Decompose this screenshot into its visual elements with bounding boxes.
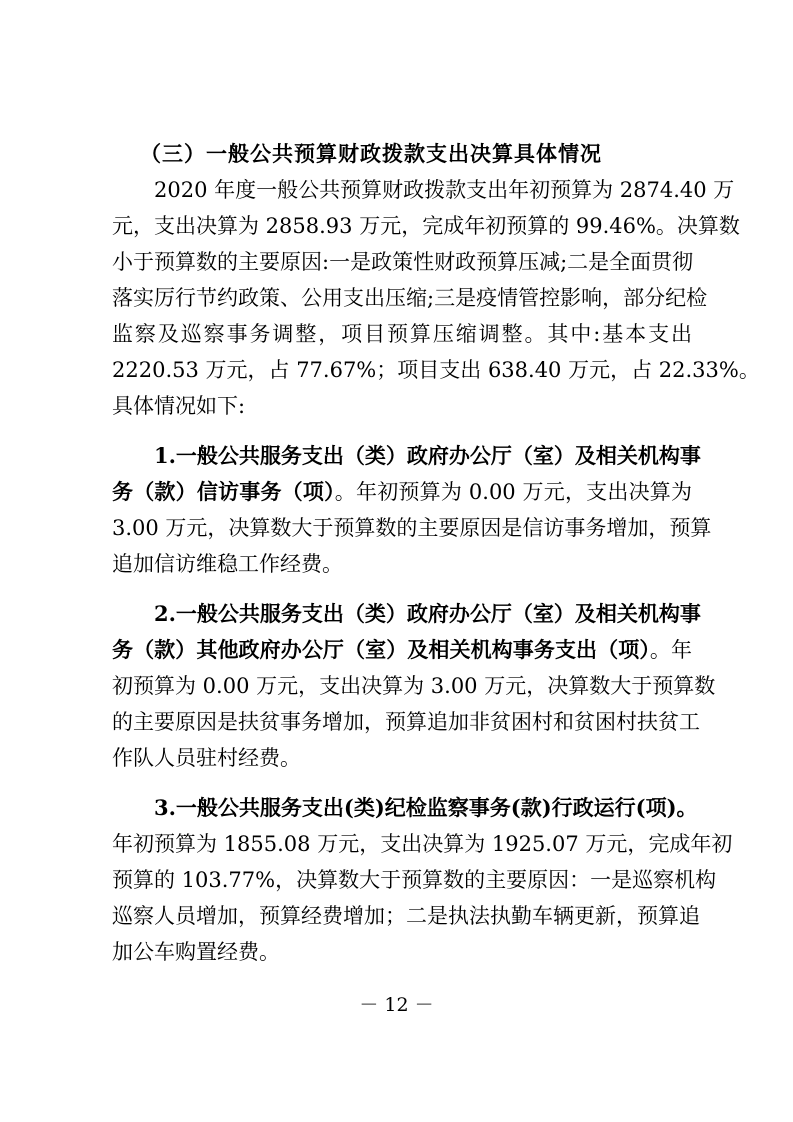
intro-line-7: 具体情况如下:	[112, 394, 246, 418]
item1-line-3: 3.00 万元，决算数大于预算数的主要原因是信访事务增加，预算	[112, 516, 712, 540]
item2-title-line-1: 2.一般公共服务支出（类）政府办公厅（室）及相关机构事	[154, 601, 701, 626]
item3-line-3: 预算的 103.77%，决算数大于预算数的主要原因：一是巡察机构	[112, 868, 717, 892]
item1-line-2-rest: 。年初预算为 0.00 万元，支出决算为	[334, 480, 692, 504]
item3-line-4: 巡察人员增加，预算经费增加；二是执法执勤车辆更新，预算追	[112, 904, 700, 928]
item3-line-5: 加公车购置经费。	[112, 940, 280, 964]
item1-line-2	[112, 474, 692, 510]
item1-title-line-2: 务（款）信访事务（项）	[112, 479, 335, 504]
intro-line-4: 落实厉行节约政策、公用支出压缩;三是疫情管控影响，部分纪检	[112, 286, 708, 310]
intro-line-5: 监察及巡察事务调整，项目预算压缩调整。其中:基本支出	[112, 322, 692, 346]
item2-line-2	[112, 632, 692, 668]
page-number: － 12 －	[359, 994, 434, 1016]
intro-line-1: 2020 年度一般公共预算财政拨款支出年初预算为 2874.40 万	[154, 178, 735, 202]
item1-line-4: 追加信访维稳工作经费。	[112, 552, 343, 576]
item3-line-2: 年初预算为 1855.08 万元，支出决算为 1925.07 万元，完成年初	[112, 832, 733, 856]
intro-line-6: 2220.53 万元，占 77.67%；项目支出 638.40 万元，占 22.33%。	[112, 358, 760, 382]
item2-line-5: 作队人员驻村经费。	[112, 746, 301, 770]
intro-line-3: 小于预算数的主要原因:一是政策性财政预算压减;二是全面贯彻	[112, 250, 694, 274]
item2-title-line-2: 务（款）其他政府办公厅（室）及相关机构事务支出（项）	[112, 637, 650, 662]
item2-line-3: 初预算为 0.00 万元，支出决算为 3.00 万元，决算数大于预算数	[112, 674, 716, 698]
section-heading: （三）一般公共预算财政拨款支出决算具体情况	[140, 141, 602, 166]
item3-title-line-1: 3.一般公共服务支出(类)纪检监察事务(款)行政运行(项)。	[154, 795, 698, 820]
intro-line-2: 元，支出决算为 2858.93 万元，完成年初预算的 99.46%。决算数	[112, 214, 740, 238]
item2-line-2-rest: 。年	[649, 638, 692, 662]
item1-title-line-1: 1.一般公共服务支出（类）政府办公厅（室）及相关机构事	[154, 443, 701, 468]
item2-line-4: 的主要原因是扶贫事务增加，预算追加非贫困村和贫困村扶贫工	[112, 710, 700, 734]
